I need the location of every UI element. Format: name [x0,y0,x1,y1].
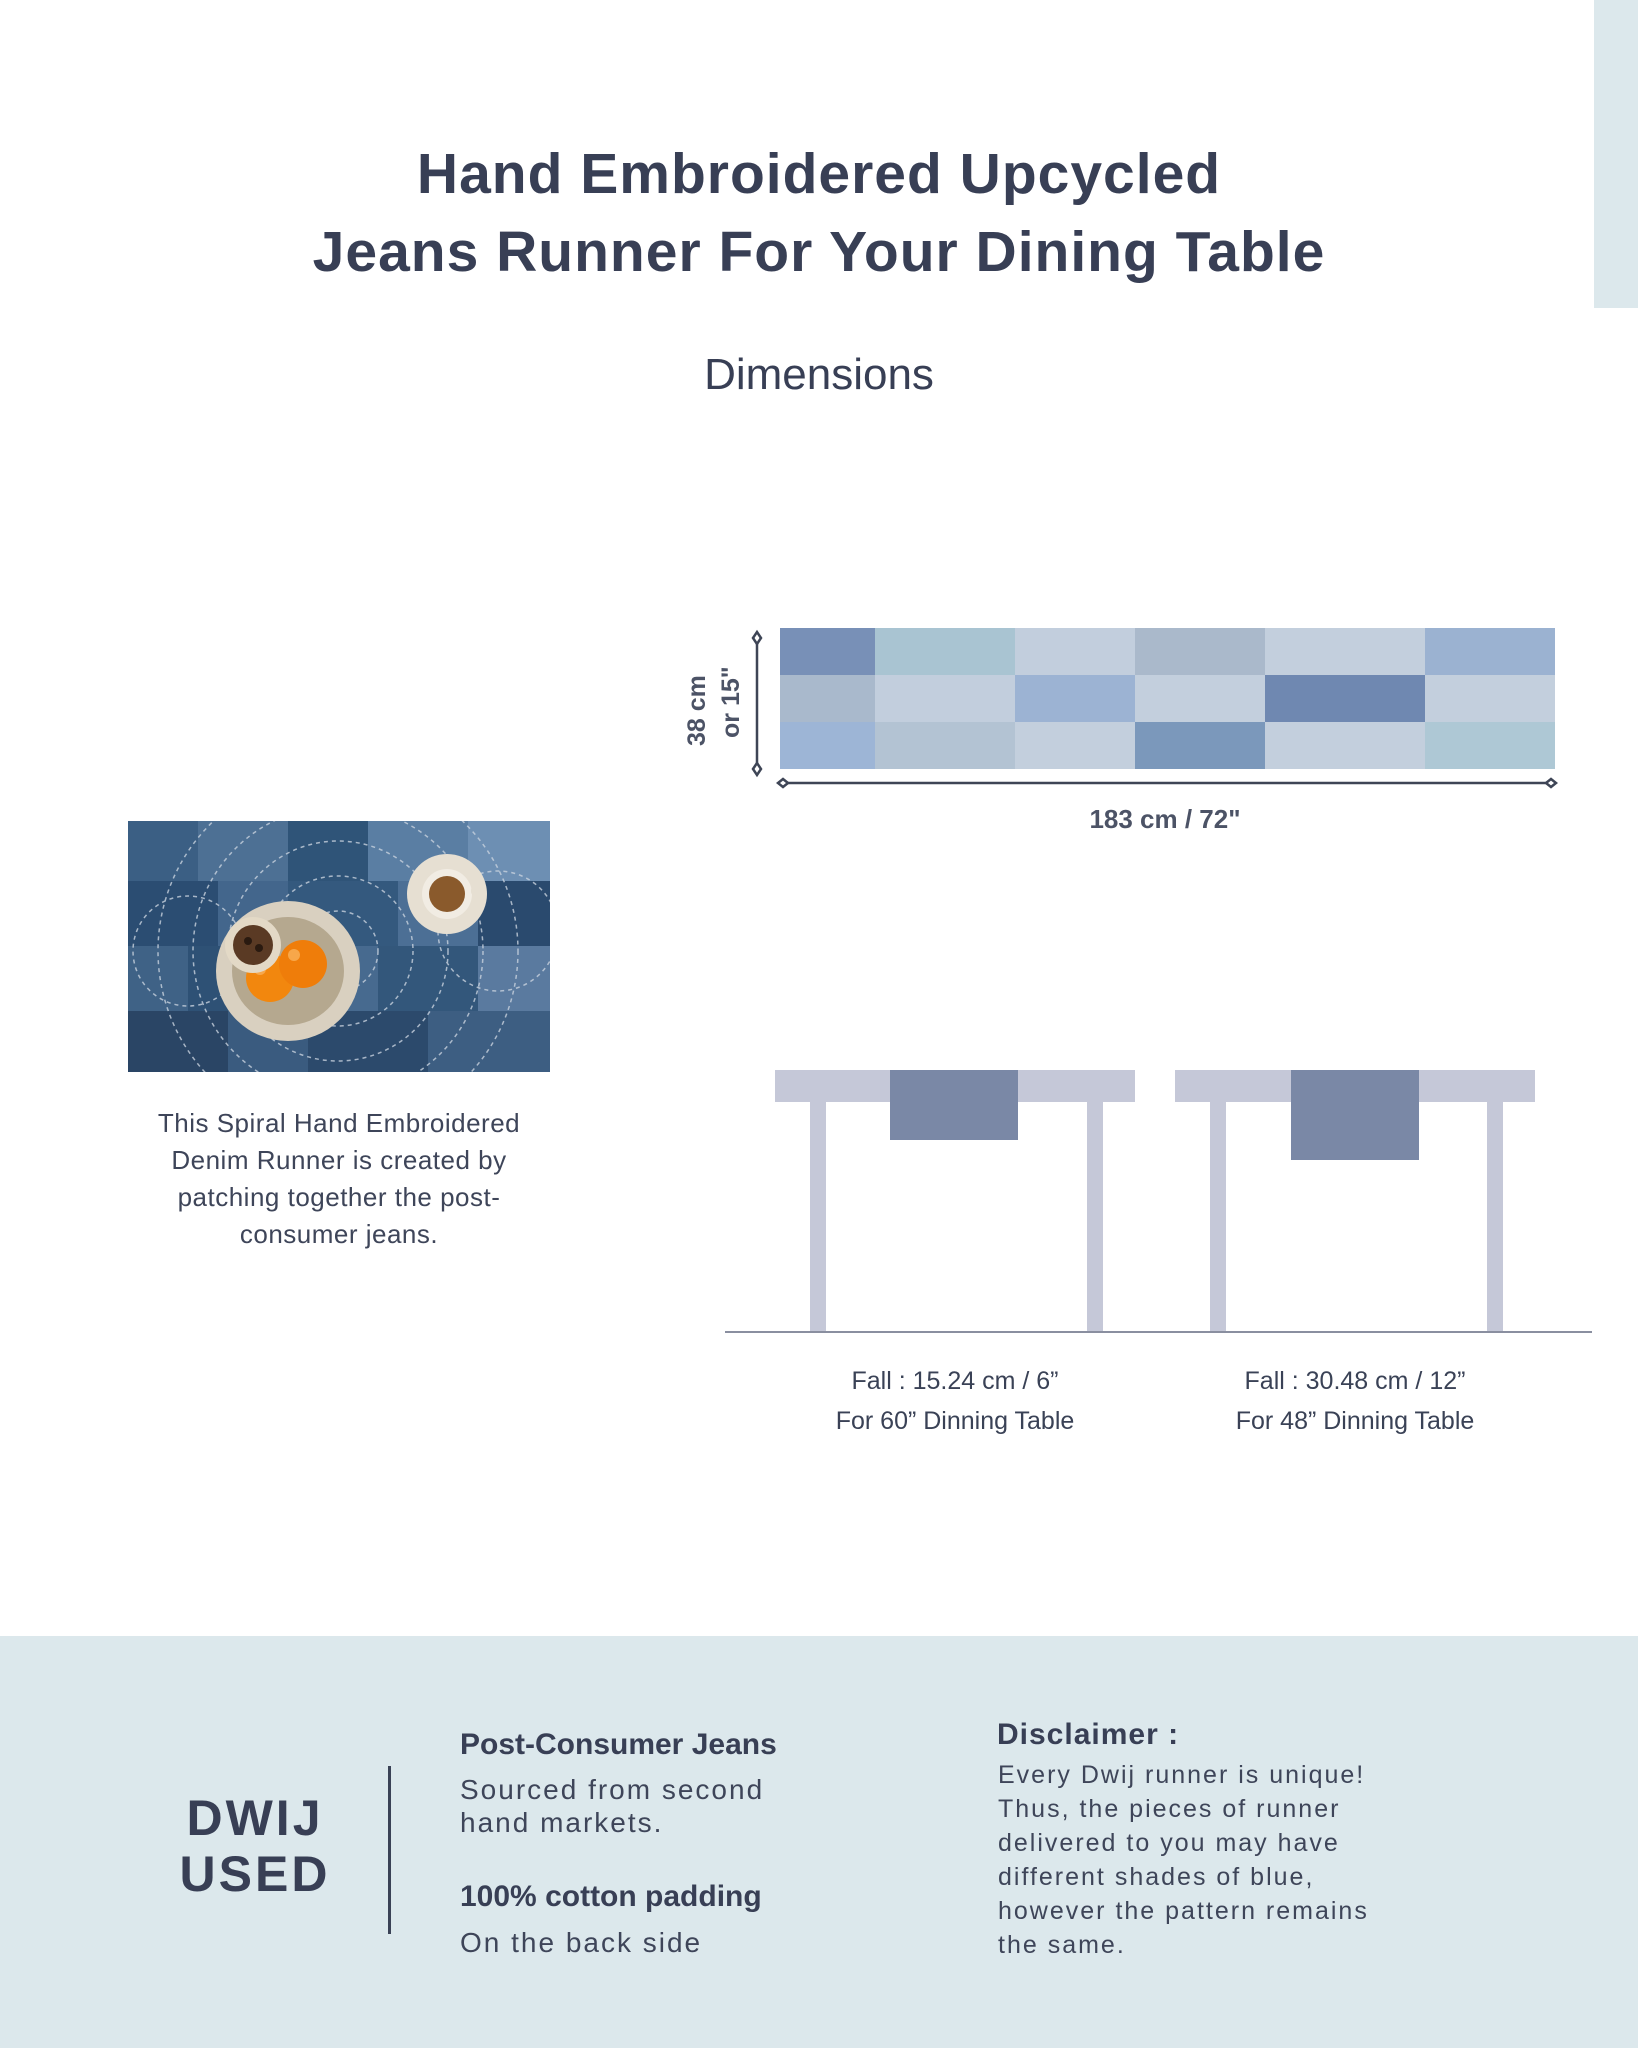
brand-logo [160,1790,350,1902]
feature-title-jeans: Post-Consumer Jeans [460,1728,777,1761]
brand-line-2: USED [179,1846,331,1902]
brand-divider [388,1766,391,1934]
height-cm: 38 cm [683,675,711,746]
section-subtitle: Dimensions [704,350,934,399]
feature-text-line: hand markets. [460,1807,664,1838]
runner-patchwork [780,628,1555,769]
table-48-inch [1175,1070,1535,1332]
brand-line-1: DWIJ [186,1790,324,1846]
feature-text-line: Sourced from second [460,1774,765,1805]
table-size: For 60” Dinning Table [835,1407,1075,1435]
disclaimer-title: Disclaimer : [997,1718,1180,1751]
table-size: For 48” Dinning Table [1235,1407,1475,1435]
fall-measure: Fall : 30.48 cm / 12” [1244,1367,1466,1395]
feature-text-padding: On the back side [460,1927,703,1958]
caption-line: This Spiral Hand Embroidered [157,1108,521,1138]
disclaimer-line: however the pattern remains [998,1897,1369,1925]
title-line-2: Jeans Runner For Your Dining Table [312,220,1326,284]
footer-panel [0,1636,1638,2048]
table-60-label [800,1361,1110,1441]
runner-width-label: 183 cm / 72" [1089,804,1241,834]
runner-height-label [677,650,757,760]
height-in: or 15" [717,666,745,738]
disclaimer-line: different shades of blue, [998,1863,1315,1891]
table-48-label [1200,1361,1510,1441]
caption-line: patching together the post- [177,1182,501,1212]
table-60-inch [775,1070,1135,1332]
runner-fall-12in [1291,1070,1419,1160]
feature-text-jeans [460,1773,764,1839]
product-photo [128,821,550,1072]
caption-line: Denim Runner is created by [171,1145,507,1175]
table-fall-diagrams [720,1060,1600,1340]
photo-caption [128,1105,550,1253]
page-title [0,135,1638,291]
fall-measure: Fall : 15.24 cm / 6” [851,1367,1059,1395]
disclaimer-text [998,1758,1468,1962]
orange-right [279,940,327,988]
disclaimer-line: delivered to you may have [998,1829,1340,1857]
disclaimer-line: Every Dwij runner is unique! [998,1761,1366,1789]
title-line-1: Hand Embroidered Upcycled [416,142,1222,206]
disclaimer-line: the same. [998,1931,1126,1959]
caption-line: consumer jeans. [239,1219,439,1249]
disclaimer-line: Thus, the pieces of runner [998,1795,1341,1823]
feature-title-padding: 100% cotton padding [460,1880,762,1913]
runner-dimension-diagram [670,620,1570,800]
runner-fall-6in [890,1070,1018,1140]
